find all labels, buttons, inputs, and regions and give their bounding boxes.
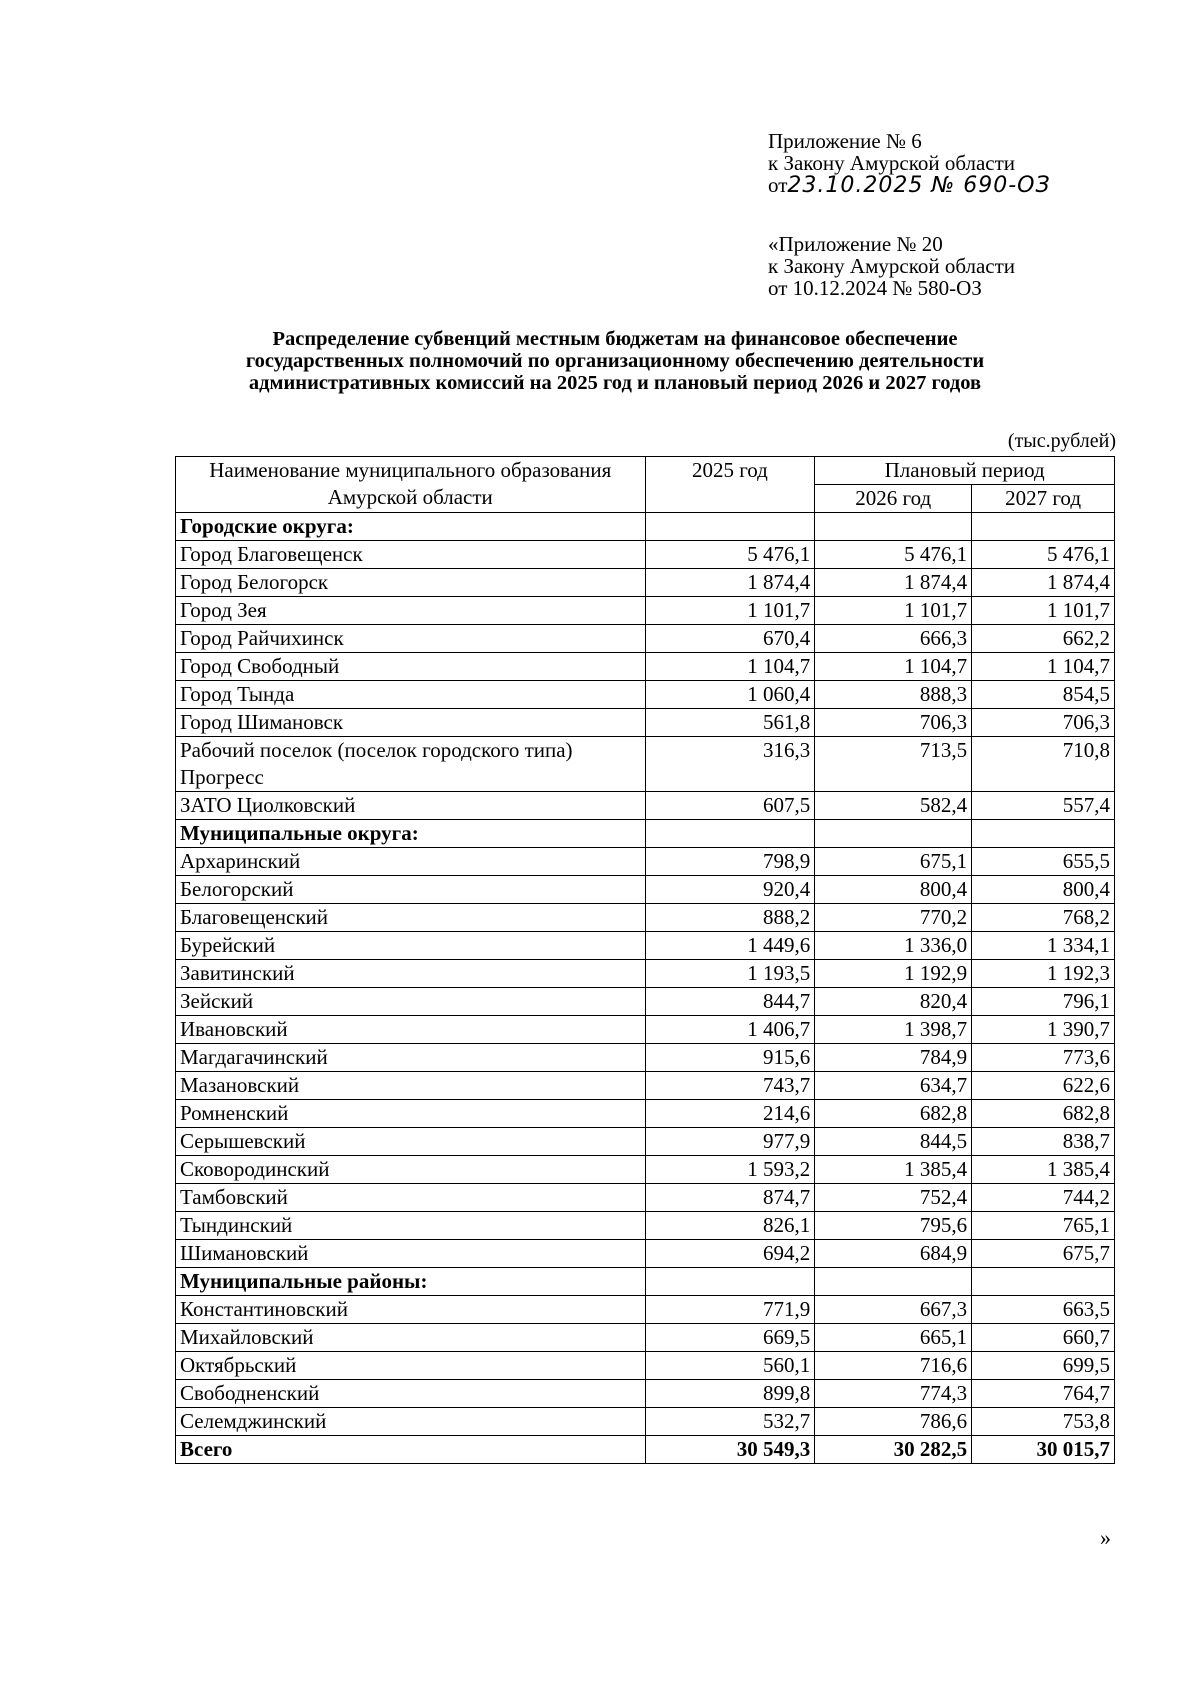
- value-2027: 854,5: [972, 681, 1115, 709]
- municipality-name: Ромненский: [176, 1100, 646, 1128]
- value-2027: 1 874,4: [972, 569, 1115, 597]
- document-title: [150, 328, 1080, 394]
- header-2027: 2027 год: [972, 485, 1115, 513]
- value-2027: 663,5: [972, 1296, 1115, 1324]
- value-2025: 1 593,2: [645, 1156, 815, 1184]
- table-row: [176, 988, 1115, 1016]
- value-2026: 844,5: [815, 1128, 972, 1156]
- value-2027: 1 390,7: [972, 1016, 1115, 1044]
- table-row: [176, 1324, 1115, 1352]
- municipality-name: ЗАТО Циолковский: [176, 792, 646, 820]
- table-row: [176, 960, 1115, 988]
- value-2025: 1 104,7: [645, 653, 815, 681]
- value-2027: 699,5: [972, 1352, 1115, 1380]
- value-2026: 706,3: [815, 709, 972, 737]
- section-title: Муниципальные районы:: [176, 1268, 646, 1296]
- value-2026: 634,7: [815, 1072, 972, 1100]
- value-2025: 561,8: [645, 709, 815, 737]
- appendix-law: к Закону Амурской области: [768, 254, 1016, 278]
- empty-cell: [815, 820, 972, 848]
- value-2025: 915,6: [645, 1044, 815, 1072]
- municipality-name: Тамбовский: [176, 1184, 646, 1212]
- value-2025: 1 874,4: [645, 569, 815, 597]
- municipality-name: Константиновский: [176, 1296, 646, 1324]
- value-2025: 1 193,5: [645, 960, 815, 988]
- value-2025: 560,1: [645, 1352, 815, 1380]
- table-row: [176, 1044, 1115, 1072]
- appendix-number: Приложение № 6: [768, 129, 922, 153]
- value-2026: 770,2: [815, 904, 972, 932]
- value-2025: 771,9: [645, 1296, 815, 1324]
- value-2025: 977,9: [645, 1128, 815, 1156]
- table-row: [176, 1212, 1115, 1240]
- table-row: [176, 541, 1115, 569]
- value-2025: 920,4: [645, 876, 815, 904]
- municipality-name: Октябрьский: [176, 1352, 646, 1380]
- value-2026: 888,3: [815, 681, 972, 709]
- appendix-reference-current: [768, 130, 1051, 197]
- empty-cell: [645, 513, 815, 541]
- value-2025: 874,7: [645, 1184, 815, 1212]
- table-row: [176, 1072, 1115, 1100]
- value-2026: 1 192,9: [815, 960, 972, 988]
- value-2025: 316,3: [645, 737, 815, 792]
- value-2026: 713,5: [815, 737, 972, 792]
- value-2027: 557,4: [972, 792, 1115, 820]
- value-2027: 800,4: [972, 876, 1115, 904]
- title-line: административных комиссий на 2025 год и плановый период 2026 и 2027 годов: [248, 372, 982, 394]
- title-line: государственных полномочий по организационному обеспечению деятельности: [245, 350, 985, 372]
- header-planned: Плановый период: [815, 457, 1115, 485]
- table-row: [176, 904, 1115, 932]
- table-row: [176, 1380, 1115, 1408]
- value-2025: 1 060,4: [645, 681, 815, 709]
- municipality-name: Тындинский: [176, 1212, 646, 1240]
- municipality-name: Серышевский: [176, 1128, 646, 1156]
- value-2027: 706,3: [972, 709, 1115, 737]
- value-2027: 682,8: [972, 1100, 1115, 1128]
- closing-quote: »: [1100, 1525, 1111, 1550]
- header-name: Наименование муниципального образования Амурской области: [176, 457, 646, 513]
- value-2027: 1 192,3: [972, 960, 1115, 988]
- value-2026: 682,8: [815, 1100, 972, 1128]
- value-2025: 1 101,7: [645, 597, 815, 625]
- table-row: [176, 681, 1115, 709]
- value-2025: 844,7: [645, 988, 815, 1016]
- table-row: [176, 1296, 1115, 1324]
- municipality-name: Город Райчихинск: [176, 625, 646, 653]
- value-2027: 622,6: [972, 1072, 1115, 1100]
- total-label: Всего: [176, 1436, 646, 1464]
- municipality-name: Мазановский: [176, 1072, 646, 1100]
- value-2026: 667,3: [815, 1296, 972, 1324]
- municipality-name: Шимановский: [176, 1240, 646, 1268]
- table-row: [176, 1352, 1115, 1380]
- subsidy-table: [175, 456, 1115, 1464]
- table-row: [176, 792, 1115, 820]
- municipality-name: Город Свободный: [176, 653, 646, 681]
- value-2025: 214,6: [645, 1100, 815, 1128]
- municipality-name: Ивановский: [176, 1016, 646, 1044]
- value-2027: 662,2: [972, 625, 1115, 653]
- header-2025: 2025 год: [645, 457, 815, 513]
- section-header-row: [176, 820, 1115, 848]
- value-2027: 768,2: [972, 904, 1115, 932]
- value-2026: 582,4: [815, 792, 972, 820]
- value-2026: 1 398,7: [815, 1016, 972, 1044]
- value-2027: 796,1: [972, 988, 1115, 1016]
- municipality-name: Город Шимановск: [176, 709, 646, 737]
- table-row: [176, 848, 1115, 876]
- table-row: [176, 737, 1115, 792]
- value-2027: 1 334,1: [972, 932, 1115, 960]
- municipality-name: Свободненский: [176, 1380, 646, 1408]
- value-2026: 1 385,4: [815, 1156, 972, 1184]
- value-2027: 660,7: [972, 1324, 1115, 1352]
- value-2025: 826,1: [645, 1212, 815, 1240]
- appendix-law: к Закону Амурской области: [768, 151, 1016, 175]
- value-2026: 784,9: [815, 1044, 972, 1072]
- value-2026: 1 874,4: [815, 569, 972, 597]
- value-2027: 1 104,7: [972, 653, 1115, 681]
- appendix-date: от 10.12.2024 № 580-ОЗ: [768, 276, 982, 300]
- value-2027: 1 385,4: [972, 1156, 1115, 1184]
- value-2026: 666,3: [815, 625, 972, 653]
- municipality-name: Селемджинский: [176, 1408, 646, 1436]
- table-row: [176, 1016, 1115, 1044]
- appendix-number: «Приложение № 20: [768, 232, 943, 256]
- value-2026: 665,1: [815, 1324, 972, 1352]
- value-2027: 773,6: [972, 1044, 1115, 1072]
- value-2026: 800,4: [815, 876, 972, 904]
- value-2025: 607,5: [645, 792, 815, 820]
- table-row: [176, 1408, 1115, 1436]
- municipality-name: Город Белогорск: [176, 569, 646, 597]
- section-title: Городские округа:: [176, 513, 646, 541]
- municipality-name: Михайловский: [176, 1324, 646, 1352]
- value-2026: 716,6: [815, 1352, 972, 1380]
- table-row: [176, 709, 1115, 737]
- value-2026: 1 104,7: [815, 653, 972, 681]
- municipality-name: Завитинский: [176, 960, 646, 988]
- appendix-date: [768, 174, 1051, 197]
- table-row: [176, 932, 1115, 960]
- municipality-name: Рабочий поселок (поселок городского типа) Прогресс: [176, 737, 646, 792]
- value-2027: 764,7: [972, 1380, 1115, 1408]
- date-prefix: от: [768, 173, 788, 197]
- municipality-name: Город Тында: [176, 681, 646, 709]
- municipality-name: Город Зея: [176, 597, 646, 625]
- value-2025: 670,4: [645, 625, 815, 653]
- value-2027: 1 101,7: [972, 597, 1115, 625]
- municipality-name: Город Благовещенск: [176, 541, 646, 569]
- municipality-name: Бурейский: [176, 932, 646, 960]
- value-2025: 694,2: [645, 1240, 815, 1268]
- value-2026: 752,4: [815, 1184, 972, 1212]
- table-row: [176, 625, 1115, 653]
- value-2025: 798,9: [645, 848, 815, 876]
- total-row: [176, 1436, 1115, 1464]
- municipality-name: Белогорский: [176, 876, 646, 904]
- value-2025: 743,7: [645, 1072, 815, 1100]
- value-2027: 710,8: [972, 737, 1115, 792]
- appendix-reference-original: [768, 233, 1015, 299]
- value-2025: 5 476,1: [645, 541, 815, 569]
- total-2026: 30 282,5: [815, 1436, 972, 1464]
- section-header-row: [176, 1268, 1115, 1296]
- value-2027: 765,1: [972, 1212, 1115, 1240]
- value-2027: 5 476,1: [972, 541, 1115, 569]
- value-2027: 838,7: [972, 1128, 1115, 1156]
- title-line: Распределение субвенций местным бюджетам на финансовое обеспечение: [272, 328, 958, 350]
- value-2026: 786,6: [815, 1408, 972, 1436]
- empty-cell: [815, 513, 972, 541]
- table-row: [176, 1156, 1115, 1184]
- empty-cell: [972, 820, 1115, 848]
- empty-cell: [645, 820, 815, 848]
- handwritten-date-number: 23.10.2025 № 690-ОЗ: [787, 173, 1051, 198]
- value-2026: 5 476,1: [815, 541, 972, 569]
- section-header-row: [176, 513, 1115, 541]
- section-title: Муниципальные округа:: [176, 820, 646, 848]
- empty-cell: [972, 1268, 1115, 1296]
- table-row: [176, 1184, 1115, 1212]
- empty-cell: [645, 1268, 815, 1296]
- value-2027: 744,2: [972, 1184, 1115, 1212]
- table-row: [176, 1128, 1115, 1156]
- value-2025: 1 406,7: [645, 1016, 815, 1044]
- table-row: [176, 1100, 1115, 1128]
- table-row: [176, 876, 1115, 904]
- value-2027: 655,5: [972, 848, 1115, 876]
- municipality-name: Благовещенский: [176, 904, 646, 932]
- value-2025: 532,7: [645, 1408, 815, 1436]
- total-2025: 30 549,3: [645, 1436, 815, 1464]
- municipality-name: Магдагачинский: [176, 1044, 646, 1072]
- value-2026: 1 101,7: [815, 597, 972, 625]
- table-row: [176, 653, 1115, 681]
- value-2026: 820,4: [815, 988, 972, 1016]
- header-2026: 2026 год: [815, 485, 972, 513]
- value-2025: 899,8: [645, 1380, 815, 1408]
- table-row: [176, 1240, 1115, 1268]
- value-2026: 774,3: [815, 1380, 972, 1408]
- empty-cell: [815, 1268, 972, 1296]
- municipality-name: Зейский: [176, 988, 646, 1016]
- value-2025: 888,2: [645, 904, 815, 932]
- units-label: (тыс.рублей): [1007, 430, 1116, 452]
- municipality-name: Архаринский: [176, 848, 646, 876]
- table-row: [176, 569, 1115, 597]
- value-2026: 1 336,0: [815, 932, 972, 960]
- value-2027: 675,7: [972, 1240, 1115, 1268]
- value-2026: 684,9: [815, 1240, 972, 1268]
- value-2025: 669,5: [645, 1324, 815, 1352]
- value-2026: 675,1: [815, 848, 972, 876]
- municipality-name: Сковородинский: [176, 1156, 646, 1184]
- total-2027: 30 015,7: [972, 1436, 1115, 1464]
- empty-cell: [972, 513, 1115, 541]
- table-row: [176, 597, 1115, 625]
- value-2027: 753,8: [972, 1408, 1115, 1436]
- value-2026: 795,6: [815, 1212, 972, 1240]
- value-2025: 1 449,6: [645, 932, 815, 960]
